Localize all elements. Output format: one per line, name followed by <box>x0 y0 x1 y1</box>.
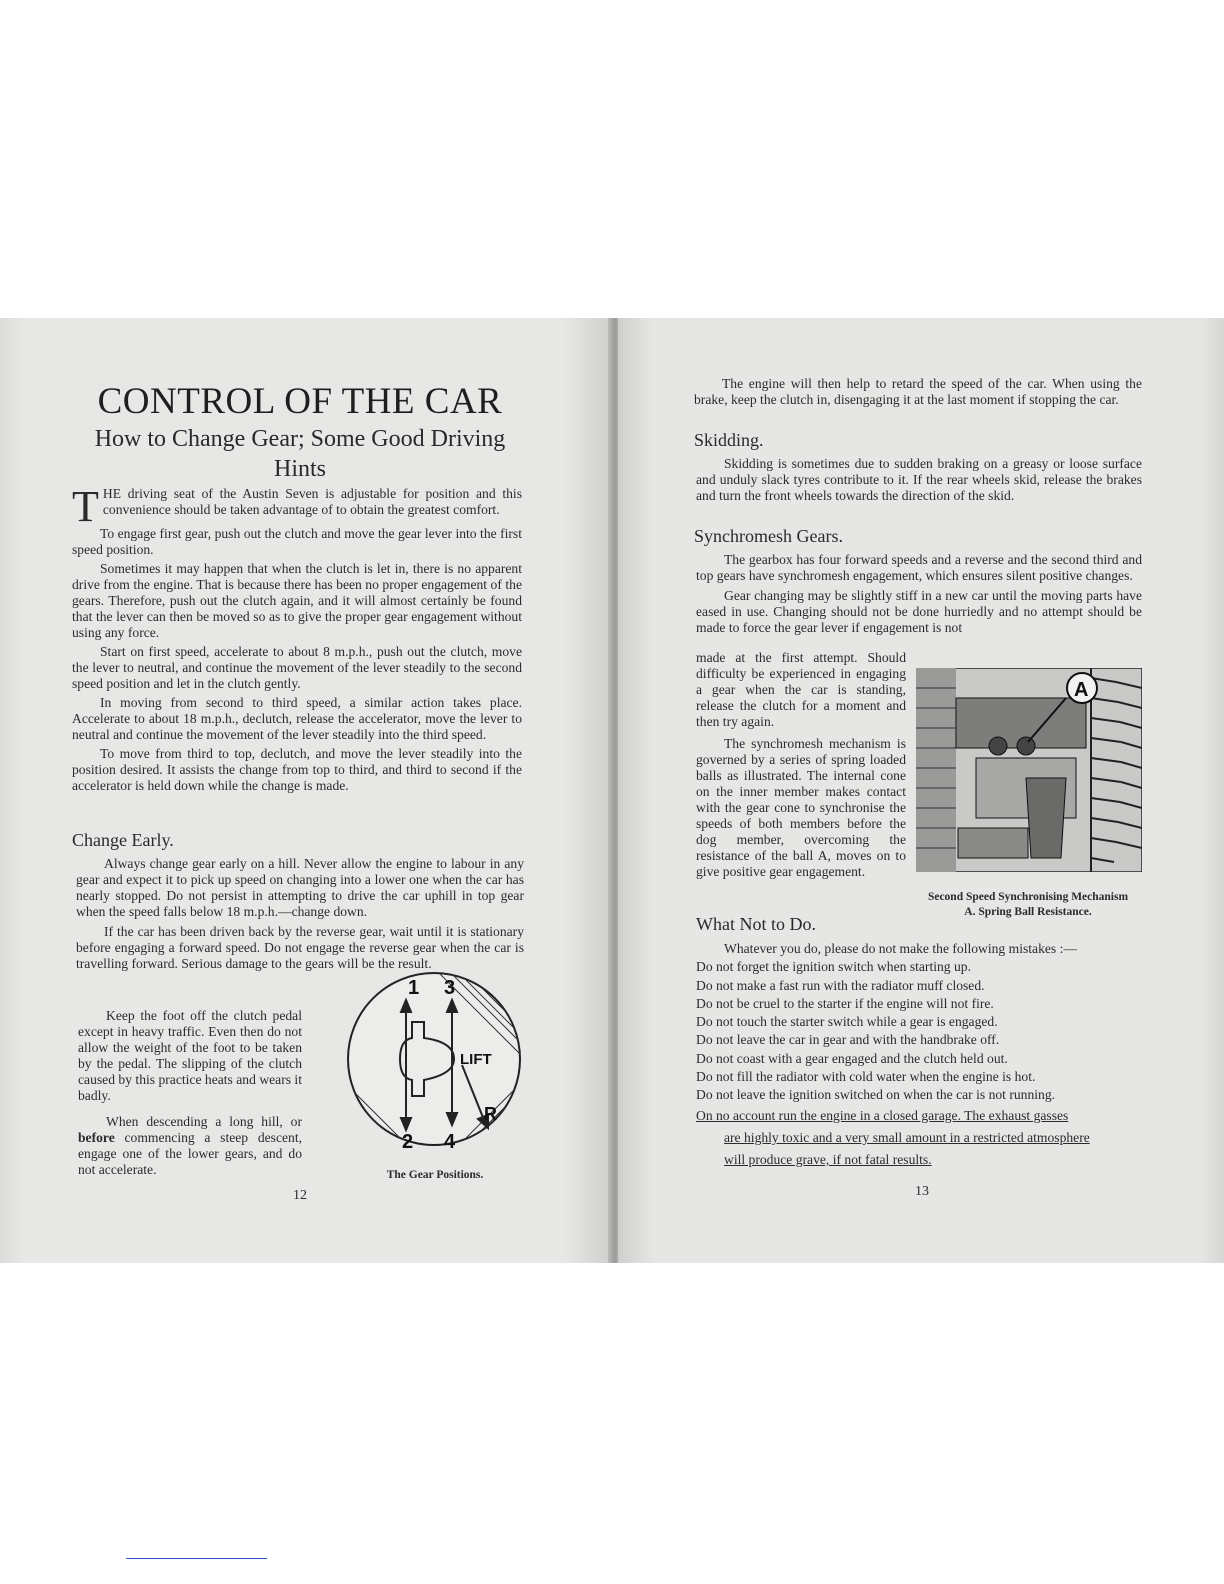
skidding-heading: Skidding. <box>694 430 764 450</box>
paragraph: In moving from second to third speed, a similar action takes place. Accelerate to about 18 m.p.h., declutch, release the accelerator, move the lever to neutral and continue the movement of the lever steadily into the third speed. <box>72 695 522 742</box>
change-early-heading: Change Early. <box>72 830 174 850</box>
page-title: CONTROL OF THE CAR <box>97 381 503 422</box>
gear-positions-diagram <box>344 970 524 1148</box>
list-item: Do not coast with a gear engaged and the clutch held out. <box>696 1050 1008 1066</box>
drop-cap: T <box>72 482 99 531</box>
opening-section <box>694 376 1142 408</box>
figure-label-a: A <box>1074 679 1089 701</box>
what-not-intro: Whatever you do, please do not make the following mistakes :— <box>724 941 1077 956</box>
gear-label-4: 4 <box>444 1131 456 1148</box>
list-item: Do not leave the car in gear and with the handbrake off. <box>696 1032 1000 1048</box>
paragraph: Keep the foot off the clutch pedal except in heavy traffic. Even then do not allow the weight of the foot to be taken by the pedal. The slipping of the clutch caused by this practice heats and wears it badly. <box>78 1008 302 1103</box>
figure-shaft <box>916 668 956 872</box>
clutch-section <box>78 1008 302 1178</box>
list-item: Do not touch the starter switch while a gear is engaged. <box>696 1014 998 1030</box>
what-not-section <box>696 940 1146 1170</box>
page-subtitle: How to Change Gear; Some Good Driving Hints <box>94 426 506 482</box>
what-not-heading: What Not to Do. <box>696 914 816 934</box>
paragraph: Sometimes it may happen that when the clutch is let in, there is no apparent drive from the engine. That is because there has been no proper engagement of the gears. Therefore, push out the clutch again, and it will almost certainly be found that the lever can then be moved so as to give the proper gear engagement without using any force. <box>72 561 522 640</box>
booklet-spread <box>0 318 1224 1263</box>
list-item: Do not make a fast run with the radiator muff closed. <box>696 977 985 993</box>
paragraph: Always change gear early on a hill. Never allow the engine to labour in any gear and expect it to pick up speed on changing into a lower one when the car has nearly stopped. Do not persist in attempting to drive the car uphill in top gear when the speed falls below 18 m.p.h.—change down. <box>76 856 524 919</box>
paragraph: If the car has been driven back by the reverse gear, wait until it is stationary before engaging a forward speed. Do not engage the reverse gear when the car is travelling forward. Serious damage to the gears will be the result. <box>76 924 524 971</box>
gear-label-2: 2 <box>402 1131 414 1148</box>
warning-line: are highly toxic and a very small amount in a restricted atmosphere <box>724 1129 1090 1145</box>
list-item: Do not fill the radiator with cold water when the engine is hot. <box>696 1069 1036 1085</box>
paragraph: Skidding is sometimes due to sudden braking on a greasy or loose surface and unduly slack tyres contribute to it. If the rear wheels skid, release the brakes and turn the front wheels towards the direction of the skid. <box>696 456 1142 503</box>
synchromesh-section <box>696 552 1142 636</box>
warning-line: On no account run the engine in a closed garage. The exhaust gasses <box>696 1107 1069 1123</box>
left-page <box>0 318 612 1263</box>
paragraph: The gearbox has four forward speeds and a reverse and the second third and top gears have synchromesh engagement, which ensures silent positive changes. <box>696 552 1142 583</box>
right-page <box>618 318 1224 1263</box>
paragraph: Start on first speed, accelerate to about 8 m.p.h., push out the clutch, move the lever to neutral, and continue the movement of the lever steadily to the second speed position and let in the clutch gently. <box>72 644 522 691</box>
list-item: Do not leave the ignition switched on when the car is not running. <box>696 1087 1056 1103</box>
skidding-section <box>696 456 1142 504</box>
intro-paragraph: HE driving seat of the Austin Seven is adjustable for position and this convenience should be taken advantage of to obtain the greatest comfort. <box>102 486 522 517</box>
paragraph: To move from third to top, declutch, and move the lever steadily into the position desired. It assists the change from top to third, and third to second if the accelerator is held down while the change is made. <box>72 746 522 793</box>
page-number: 12 <box>293 1188 307 1203</box>
page-number: 13 <box>915 1184 929 1199</box>
synchromesh-column <box>696 650 906 880</box>
paragraph: The engine will then help to retard the speed of the car. When using the brake, keep the clutch in, disengaging it at the last moment if stopping the car. <box>694 376 1142 407</box>
synchromesh-heading: Synchromesh Gears. <box>694 526 843 546</box>
paragraph: Gear changing may be slightly stiff in a new car until the moving parts have eased in use. Changing should not be done hurriedly and no attempt should be made to force the gear lever if engagement is not <box>696 588 1142 635</box>
intro-section <box>72 482 522 794</box>
paragraph: made at the first attempt. Should difficulty be experienced in engaging a gear when the car is standing, release the clutch for a moment and then try again. <box>696 650 906 729</box>
figure-caption: Second Speed Synchronising Mechanism A. Spring Ball Resistance. <box>927 891 1129 918</box>
paragraph: To engage first gear, push out the clutch and move the gear lever into the first speed position. <box>72 526 522 557</box>
synchromesh-figure <box>916 668 1142 872</box>
change-early-section <box>76 856 524 972</box>
descending-paragraph: When descending a long hill, or before commencing a steep descent, engage one of the lower gears, and do not accelerate. <box>78 1114 302 1177</box>
gear-label-r: R <box>484 1104 497 1124</box>
list-item: Do not be cruel to the starter if the engine will not fire. <box>696 995 994 1011</box>
gear-label-3: 3 <box>444 977 456 999</box>
bottom-rule <box>126 1558 267 1559</box>
gear-diagram-caption: The Gear Positions. <box>386 1169 484 1181</box>
list-item: Do not forget the ignition switch when starting up. <box>696 959 971 975</box>
paragraph: The synchromesh mechanism is governed by a series of spring loaded balls as illustrated. The internal cone on the inner member makes contact with the gear cone to synchronise the speeds of both members before the dog member, overcoming the resistance of the ball A, moves on to give positive gear engagement. <box>696 736 906 879</box>
warning-line: will produce grave, if not fatal results. <box>724 1152 932 1168</box>
gear-label-lift: LIFT <box>460 1051 492 1068</box>
gear-label-1: 1 <box>408 977 420 999</box>
